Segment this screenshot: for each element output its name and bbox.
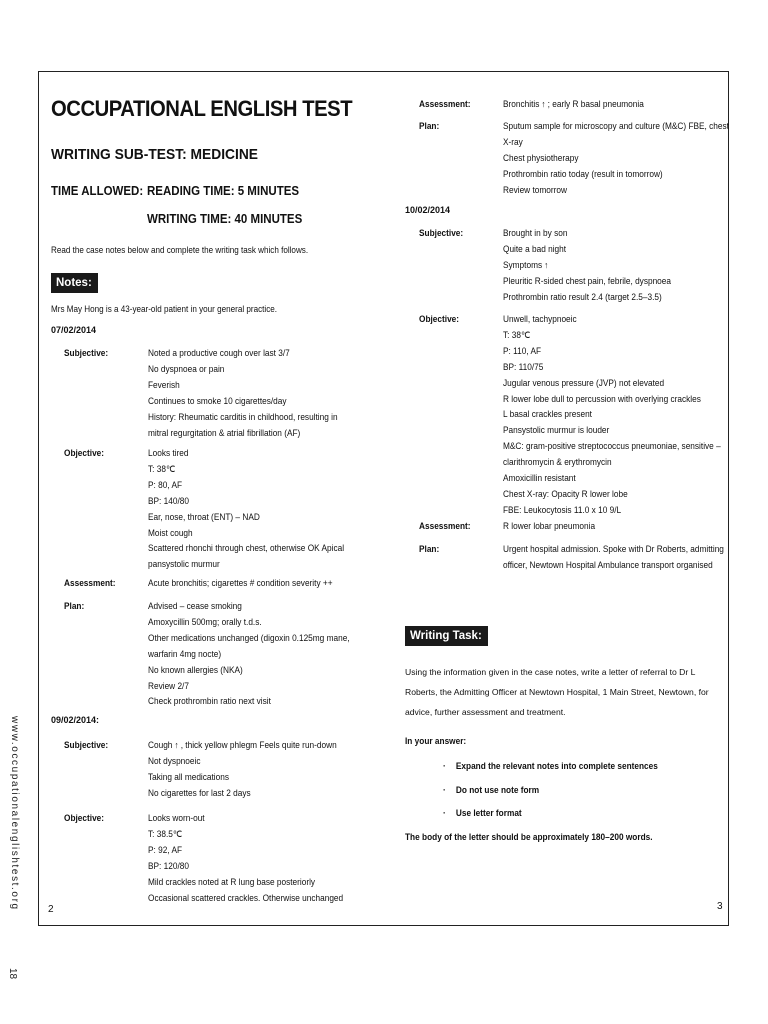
- section-label: Assessment:: [419, 521, 471, 531]
- writing-time: WRITING TIME: 40 MINUTES: [147, 212, 303, 226]
- time-allowed-label: TIME ALLOWED:: [51, 184, 144, 198]
- bullet-dot-icon: ·: [443, 761, 446, 771]
- section-label: Subjective:: [419, 228, 464, 238]
- section-label: Objective:: [64, 813, 105, 823]
- word-count-instruction: The body of the letter should be approximately 180–200 words.: [405, 832, 653, 842]
- section-lines: Cough ↑ , thick yellow phlegm Feels quite run-down Not dyspnoeic Taking all medications No cigarettes for last 2 days: [148, 740, 337, 798]
- section-lines: Sputum sample for microscopy and culture (M&C) FBE, chest X-ray Chest physiotherapy Prothrombin ratio today (result in tomorrow) Review tomorrow: [503, 121, 729, 195]
- section-label: Assessment:: [419, 99, 471, 109]
- side-website-url: www.occupationalenglishtest.org: [9, 716, 20, 911]
- section-lines: Advised – cease smoking Amoxycillin 500mg; orally t.d.s. Other medications unchanged (digoxin 0.125mg mane, warfarin 4mg nocte) No known allergies (NKA) Review 2/7 Check prothrombin ratio next visit: [148, 601, 350, 707]
- section-lines: Urgent hospital admission. Spoke with Dr Roberts, admitting officer, Newtown Hospital Ambulance transport organised: [503, 544, 724, 570]
- section-label: Objective:: [419, 314, 460, 324]
- bullet-item: · Do not use note form: [443, 785, 540, 795]
- section-label: Objective:: [64, 448, 105, 458]
- notes-badge: Notes:: [51, 273, 98, 293]
- section-lines: Bronchitis ↑ ; early R basal pneumonia: [503, 97, 644, 113]
- up-arrow-icon: ↑: [544, 259, 549, 270]
- reading-time: READING TIME: 5 MINUTES: [147, 184, 300, 198]
- section-lines: Looks tired T: 38℃ P: 80, AF BP: 140/80 Ear, nose, throat (ENT) – NAD Moist cough Scattered rhonchi through chest, otherwise OK Apical pansystolic murmur: [148, 448, 345, 570]
- visit-date: 09/02/2014:: [51, 715, 100, 725]
- section-label: Assessment:: [64, 578, 116, 588]
- bullet-dot-icon: ·: [443, 785, 446, 795]
- section-lines: Acute bronchitis; cigarettes # condition severity ++: [148, 578, 333, 588]
- section-label: Subjective:: [64, 740, 109, 750]
- side-page-number: 18: [7, 968, 18, 980]
- bullet-dot-icon: ·: [443, 808, 446, 818]
- section-lines: Noted a productive cough over last 3/7 No dyspnoea or pain Feverish Continues to smoke 10 cigarettes/day History: Rheumatic carditis in childhood, resulting in mitral regurgitation & atrial fibrillation (AF): [148, 348, 338, 438]
- section-lines: Brought in by son Quite a bad night Symptoms ↑ Pleuritic R-sided chest pain, febrile, dyspnoea Prothrombin ratio result 2.4 (target 2.5–3.5): [503, 228, 672, 302]
- test-title: OCCUPATIONAL ENGLISH TEST: [51, 96, 353, 121]
- writing-task-badge: Writing Task:: [405, 626, 488, 646]
- up-arrow-icon: ↑: [541, 99, 546, 109]
- intro-text: Read the case notes below and complete the writing task which follows.: [51, 245, 309, 255]
- page-frame: [38, 71, 729, 926]
- section-lines: R lower lobar pneumonia: [503, 521, 596, 531]
- up-arrow-icon: ↑: [174, 740, 179, 750]
- section-lines: Unwell, tachypnoeic T: 38℃ P: 110, AF BP: 110/75 Jugular venous pressure (JVP) not elevated R lower lobe dull to percussion with overlying crackles L basal crackles present Pansystolic murmur is louder M&C: gram-positive streptococcus pneumoniae, sensitive – clarithromycin & erythromycin Amoxicillin resistant Chest X-ray: Opacity R lower lobe FBE: Leukocytosis 11.0 x 10 9/L: [503, 314, 721, 515]
- bullet-item: · Use letter format: [443, 808, 522, 818]
- page-number-left: 2: [48, 904, 54, 915]
- section-label: Plan:: [419, 544, 440, 554]
- section-label: Subjective:: [64, 348, 109, 358]
- in-your-answer: In your answer:: [405, 736, 467, 746]
- patient-intro: Mrs May Hong is a 43-year-old patient in your general practice.: [51, 304, 278, 314]
- section-label: Plan:: [64, 601, 85, 611]
- page-number-right: 3: [717, 901, 723, 912]
- section-label: Plan:: [419, 121, 440, 131]
- visit-date: 07/02/2014: [51, 325, 97, 335]
- subtest-title: WRITING SUB-TEST: MEDICINE: [51, 146, 258, 163]
- writing-task-text: Using the information given in the case notes, write a letter of referral to Dr L Roberts, the Admitting Officer at Newtown Hospital, 1 Main Street, Newtown, for advice, further assessment and treatment.: [405, 667, 709, 717]
- section-lines: Looks worn-out T: 38.5℃ P: 92, AF BP: 120/80 Mild crackles noted at R lung base posteriorly Occasional scattered crackles. Otherwise unchanged: [148, 813, 344, 903]
- bullet-item: · Expand the relevant notes into complete sentences: [443, 761, 658, 771]
- visit-date: 10/02/2014: [405, 205, 451, 215]
